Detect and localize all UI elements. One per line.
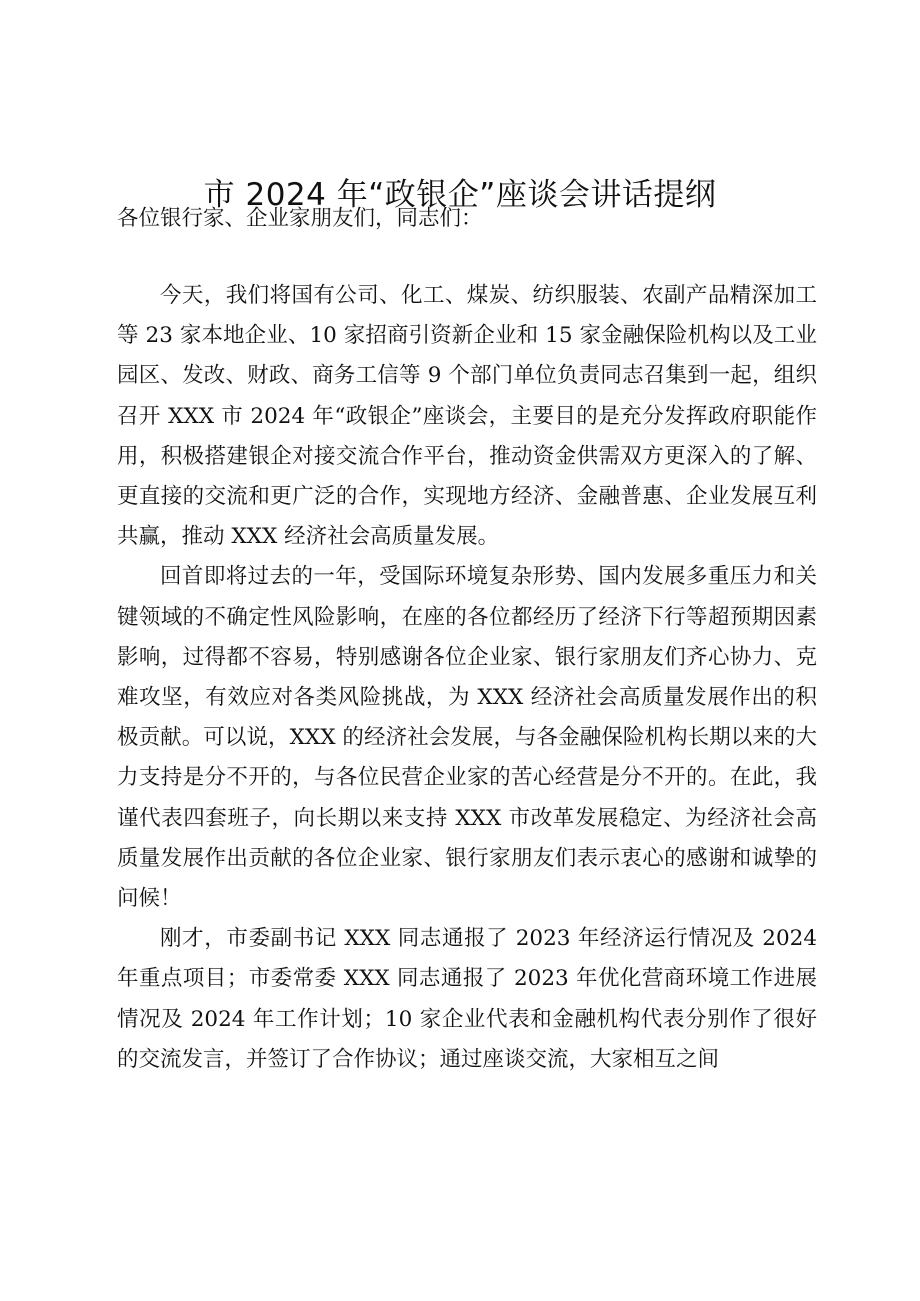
- document-title: 市 2024 年“政银企”座谈会讲话提纲: [203, 177, 717, 213]
- salutation: 各位银行家、企业家朋友们，同志们：: [117, 206, 483, 231]
- document-body: [117, 276, 817, 1080]
- paragraph-review: 回首即将过去的一年，受国际环境复杂形势、国内发展多重压力和关键领域的不确定性风险影响，在座的各位都经历了经济下行等超预期因素影响，过得都不容易，特别感谢各位企业家、银行家朋友们齐心协力、克难攻坚，有效应对各类风险挑战，为 XXX 经济社会高质量发展作出的积极贡献。可以说，XXX 的经济社会发展，与各金融保险机构长期以来的大力支持是分不开的，与各位民营企业家的苦心经营是分不开的。在此，我谨代表四套班子，向长期以来支持 XXX 市改革发展稳定、为经济社会高质量发展作出贡献的各位企业家、银行家朋友们表示衷心的感谢和诚挚的问候！: [117, 564, 817, 912]
- paragraph-meeting-summary: 刚才，市委副书记 XXX 同志通报了 2023 年经济运行情况及 2024 年重点项目；市委常委 XXX 同志通报了 2023 年优化营商环境工作进展情况及 2024 年工作计划；10 家企业代表和金融机构代表分别作了很好的交流发言，并签订了合作协议；通过座谈交流，大家相互之间: [117, 926, 817, 1072]
- paragraph-opening: 今天，我们将国有公司、化工、煤炭、纺织服装、农副产品精深加工等 23 家本地企业、10 家招商引资新企业和 15 家金融保险机构以及工业园区、发改、财政、商务工信等 9 个部门单位负责同志召集到一起，组织召开 XXX 市 2024 年“政银企”座谈会，主要目的是充分发挥政府职能作用，积极搭建银企对接交流合作平台，推动资金供需双方更深入的了解、更直接的交流和更广泛的合作，实现地方经济、金融普惠、企业发展互利共赢，推动 XXX 经济社会高质量发展。: [117, 283, 817, 550]
